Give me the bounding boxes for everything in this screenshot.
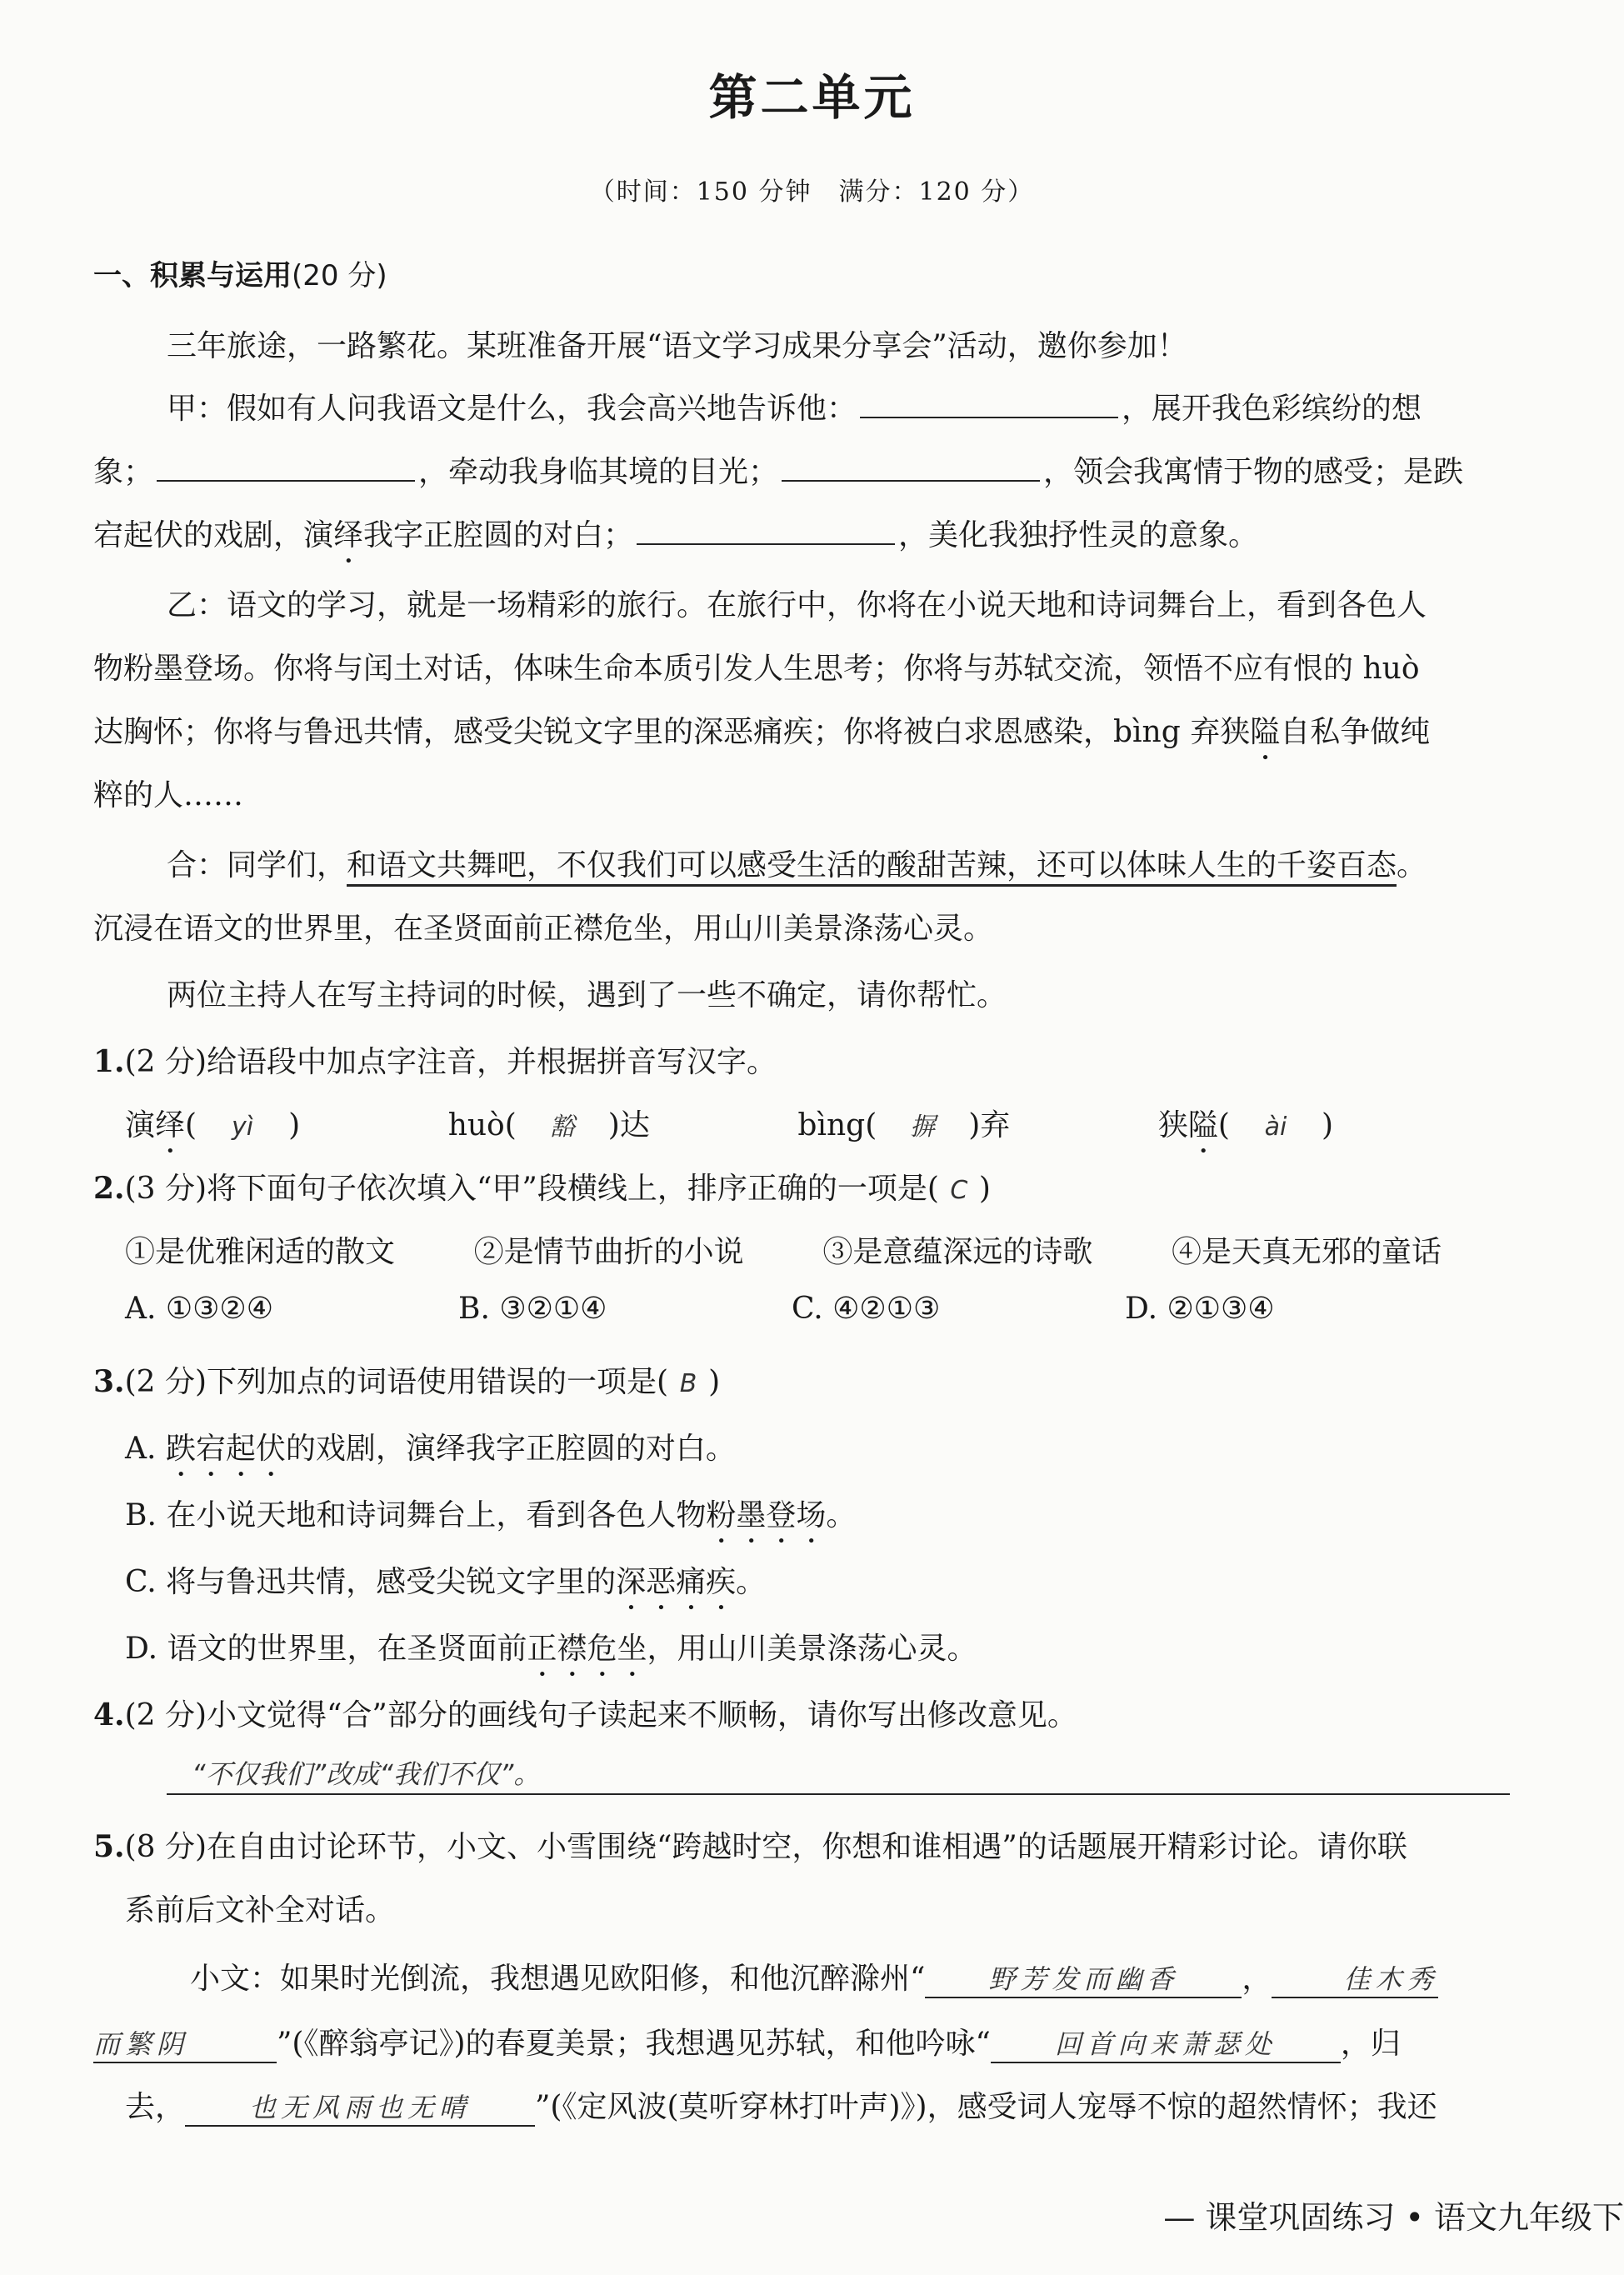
dotted-phrase: 跌宕起伏	[165, 1432, 286, 1466]
q5-line-2	[93, 2020, 1510, 2063]
fill-blank[interactable]	[157, 455, 415, 482]
jia-text: ，牵动我身临其境的目光；	[418, 455, 779, 489]
question-5-cont: 系前后文补全对话。	[125, 1893, 396, 1928]
question-number: 1.	[93, 1044, 125, 1079]
jia-line-2	[93, 448, 1510, 491]
jia-text: ，美化我独抒性灵的意象。	[898, 518, 1259, 552]
q3-option-c[interactable]: C. 将与鲁迅共情，感受尖锐文字里的深恶痛疾。	[125, 1565, 767, 1599]
question-number: 4.	[93, 1698, 125, 1732]
section-score: (20 分)	[292, 259, 387, 292]
q3-option-d[interactable]: D. 语文的世界里，在圣贤面前正襟危坐，用山川美景涤荡心灵。	[125, 1632, 977, 1666]
hosts-note: 两位主持人在写主持词的时候，遇到了一些不确定，请你帮忙。	[167, 978, 1007, 1012]
question-1	[93, 1038, 1510, 1081]
dotted-phrase: 正襟危坐	[527, 1632, 647, 1666]
jia-text: ，领会我寓情于物的感受；是跌	[1043, 455, 1464, 489]
answer-input[interactable]: C	[950, 1176, 968, 1205]
answer-input[interactable]: 野芳发而幽香	[925, 1958, 1242, 1998]
sentence-item: ④是天真无邪的童话	[1171, 1235, 1442, 1269]
yi-line-2: 物粉墨登场。你将与闰土对话，体味生命本质引发人生思考；你将与苏轼交流，领悟不应有恨的 huò	[93, 652, 1420, 686]
question-text: (8 分)在自由讨论环节，小文、小雪围绕“跨越时空，你想和谁相遇”的话题展开精彩讨论。请你联	[124, 1830, 1407, 1864]
he-text: 。	[1397, 848, 1427, 882]
q3-option-b[interactable]: B. 在小说天地和诗词舞台上，看到各色人物粉墨登场。	[125, 1498, 857, 1532]
dialogue-text: ，归	[1340, 2027, 1401, 2061]
dialogue-text: 小文：如果时光倒流，我想遇见欧阳修，和他沉醉滁州“	[190, 1962, 926, 1996]
yi-text: 达胸怀；你将与鲁迅共情，感受尖锐文字里的深恶痛疾；你将被白求恩感染，bìng 弃狭	[93, 715, 1251, 749]
question-text: (2 分)小文觉得“合”部分的画线句子读起来不顺畅，请你写出修改意见。	[124, 1698, 1077, 1732]
exam-info: （时间：150 分钟 满分：120 分）	[589, 178, 1035, 207]
page-title: 第二单元	[708, 69, 916, 126]
fill-blank[interactable]	[637, 518, 895, 545]
q1-item-ai: 狭隘( ài )	[1157, 1108, 1333, 1142]
jia-text: 象；	[93, 455, 154, 489]
dialogue-text: ”(《醉翁亭记》)的春夏美景；我想遇见苏轼，和他吟咏“	[277, 2027, 991, 2061]
yi-line-4: 粹的人……	[93, 778, 244, 812]
q1-item-huo: huò( 豁 )达	[448, 1102, 650, 1160]
answer-input[interactable]: 佳木秀	[1272, 1958, 1438, 1998]
section-heading	[93, 252, 1510, 293]
question-4	[93, 1692, 1510, 1734]
q2-options	[125, 1292, 1458, 1326]
jia-text: 我字正腔圆的对白；	[363, 518, 634, 552]
question-2: 2.(3 分)将下面句子依次填入“甲”段横线上，排序正确的一项是( C )	[93, 1171, 991, 1206]
page-footer: — 课堂巩固练习 • 语文九年级下	[1163, 2199, 1624, 2236]
he-line-2: 沉浸在语文的世界里，在圣贤面前正襟危坐，用山川美景涤荡心灵。	[93, 912, 994, 946]
option-a[interactable]: A. ①③②④	[125, 1292, 273, 1326]
question-number: 2.	[93, 1171, 125, 1206]
q2-sentences	[125, 1228, 1442, 1271]
intro-paragraph: 三年旅途，一路繁花。某班准备开展“语文学习成果分享会”活动，邀你参加！	[167, 329, 1187, 363]
answer-input[interactable]: ài	[1264, 1112, 1287, 1142]
fill-blank[interactable]	[782, 455, 1040, 482]
q3-option-a[interactable]: A. 跌宕起伏的戏剧，演绎我字正腔圆的对白。	[125, 1432, 736, 1466]
dotted-phrase: 粉墨登场	[706, 1498, 827, 1532]
q1-item-yi: 演绎( yì )	[125, 1108, 301, 1142]
q1-item-bing: bìng( 摒 )弃	[797, 1102, 1010, 1160]
dotted-char: 绎	[333, 518, 364, 552]
question-text: (2 分)下列加点的词语使用错误的一项是(	[124, 1365, 669, 1399]
jia-text: 甲：假如有人问我语文是什么，我会高兴地告诉他：	[167, 392, 857, 426]
question-text: (2 分)给语段中加点字注音，并根据拼音写汉字。	[124, 1045, 777, 1079]
q5-line-1	[190, 1955, 1510, 1998]
jia-text: ，展开我色彩缤纷的想	[1122, 392, 1422, 426]
sentence-item: ①是优雅闲适的散文	[125, 1235, 396, 1269]
answer-input[interactable]: B	[679, 1369, 697, 1398]
question-text: (3 分)将下面句子依次填入“甲”段横线上，排序正确的一项是(	[124, 1172, 939, 1206]
question-3: 3.(2 分)下列加点的词语使用错误的一项是( B )	[93, 1364, 721, 1399]
answer-input[interactable]: 豁	[549, 1112, 575, 1142]
jia-line-1	[167, 385, 1510, 428]
answer-input[interactable]: yì	[232, 1112, 254, 1142]
option-b[interactable]: B. ③②①④	[458, 1292, 607, 1326]
dialogue-text: 去，	[125, 2090, 186, 2124]
underlined-sentence: 和语文共舞吧，不仅我们可以感受生活的酸甜苦辣，还可以体味人生的千姿百态	[347, 848, 1397, 887]
dotted-char: 隘	[1250, 715, 1281, 749]
answer-input[interactable]: 而繁阴	[93, 2023, 277, 2063]
he-line-1	[167, 842, 1510, 884]
section-label: 一、积累与运用	[93, 259, 292, 292]
yi-line-3	[93, 708, 1510, 767]
answer-input[interactable]: 回首向来萧瑟处	[991, 2023, 1341, 2063]
sentence-item: ②是情节曲折的小说	[473, 1235, 744, 1269]
answer-input[interactable]: 摒	[910, 1112, 936, 1142]
question-5	[93, 1823, 1510, 1866]
fill-blank[interactable]	[860, 392, 1118, 418]
he-text: 合：同学们，	[167, 848, 347, 882]
dialogue-text: ”(《定风波(莫听穿林打叶声)》)，感受词人宠辱不惊的超然情怀；我还	[535, 2090, 1437, 2124]
question-number: 3.	[93, 1364, 125, 1399]
jia-line-3	[93, 512, 1510, 570]
yi-text: 自私争做纯	[1280, 715, 1431, 749]
q5-line-3	[125, 2083, 1542, 2127]
question-number: 5.	[93, 1829, 125, 1864]
option-d[interactable]: D. ②①③④	[1125, 1292, 1275, 1326]
q4-answer[interactable]: “不仅我们”改成“我们不仅”。	[192, 1758, 541, 1790]
sentence-item: ③是意蕴深远的诗歌	[822, 1235, 1093, 1269]
dialogue-text: ，	[1242, 1962, 1272, 1996]
q1-items	[125, 1102, 1333, 1160]
dotted-phrase: 深恶痛疾	[616, 1565, 737, 1599]
option-c[interactable]: C. ④②①③	[792, 1292, 941, 1326]
answer-input[interactable]: 也无风雨也无晴	[185, 2087, 535, 2127]
jia-text: 宕起伏的戏剧，演	[93, 518, 334, 552]
answer-line	[167, 1793, 1510, 1795]
yi-line-1: 乙：语文的学习，就是一场精彩的旅行。在旅行中，你将在小说天地和诗词舞台上，看到各色人	[167, 588, 1427, 622]
